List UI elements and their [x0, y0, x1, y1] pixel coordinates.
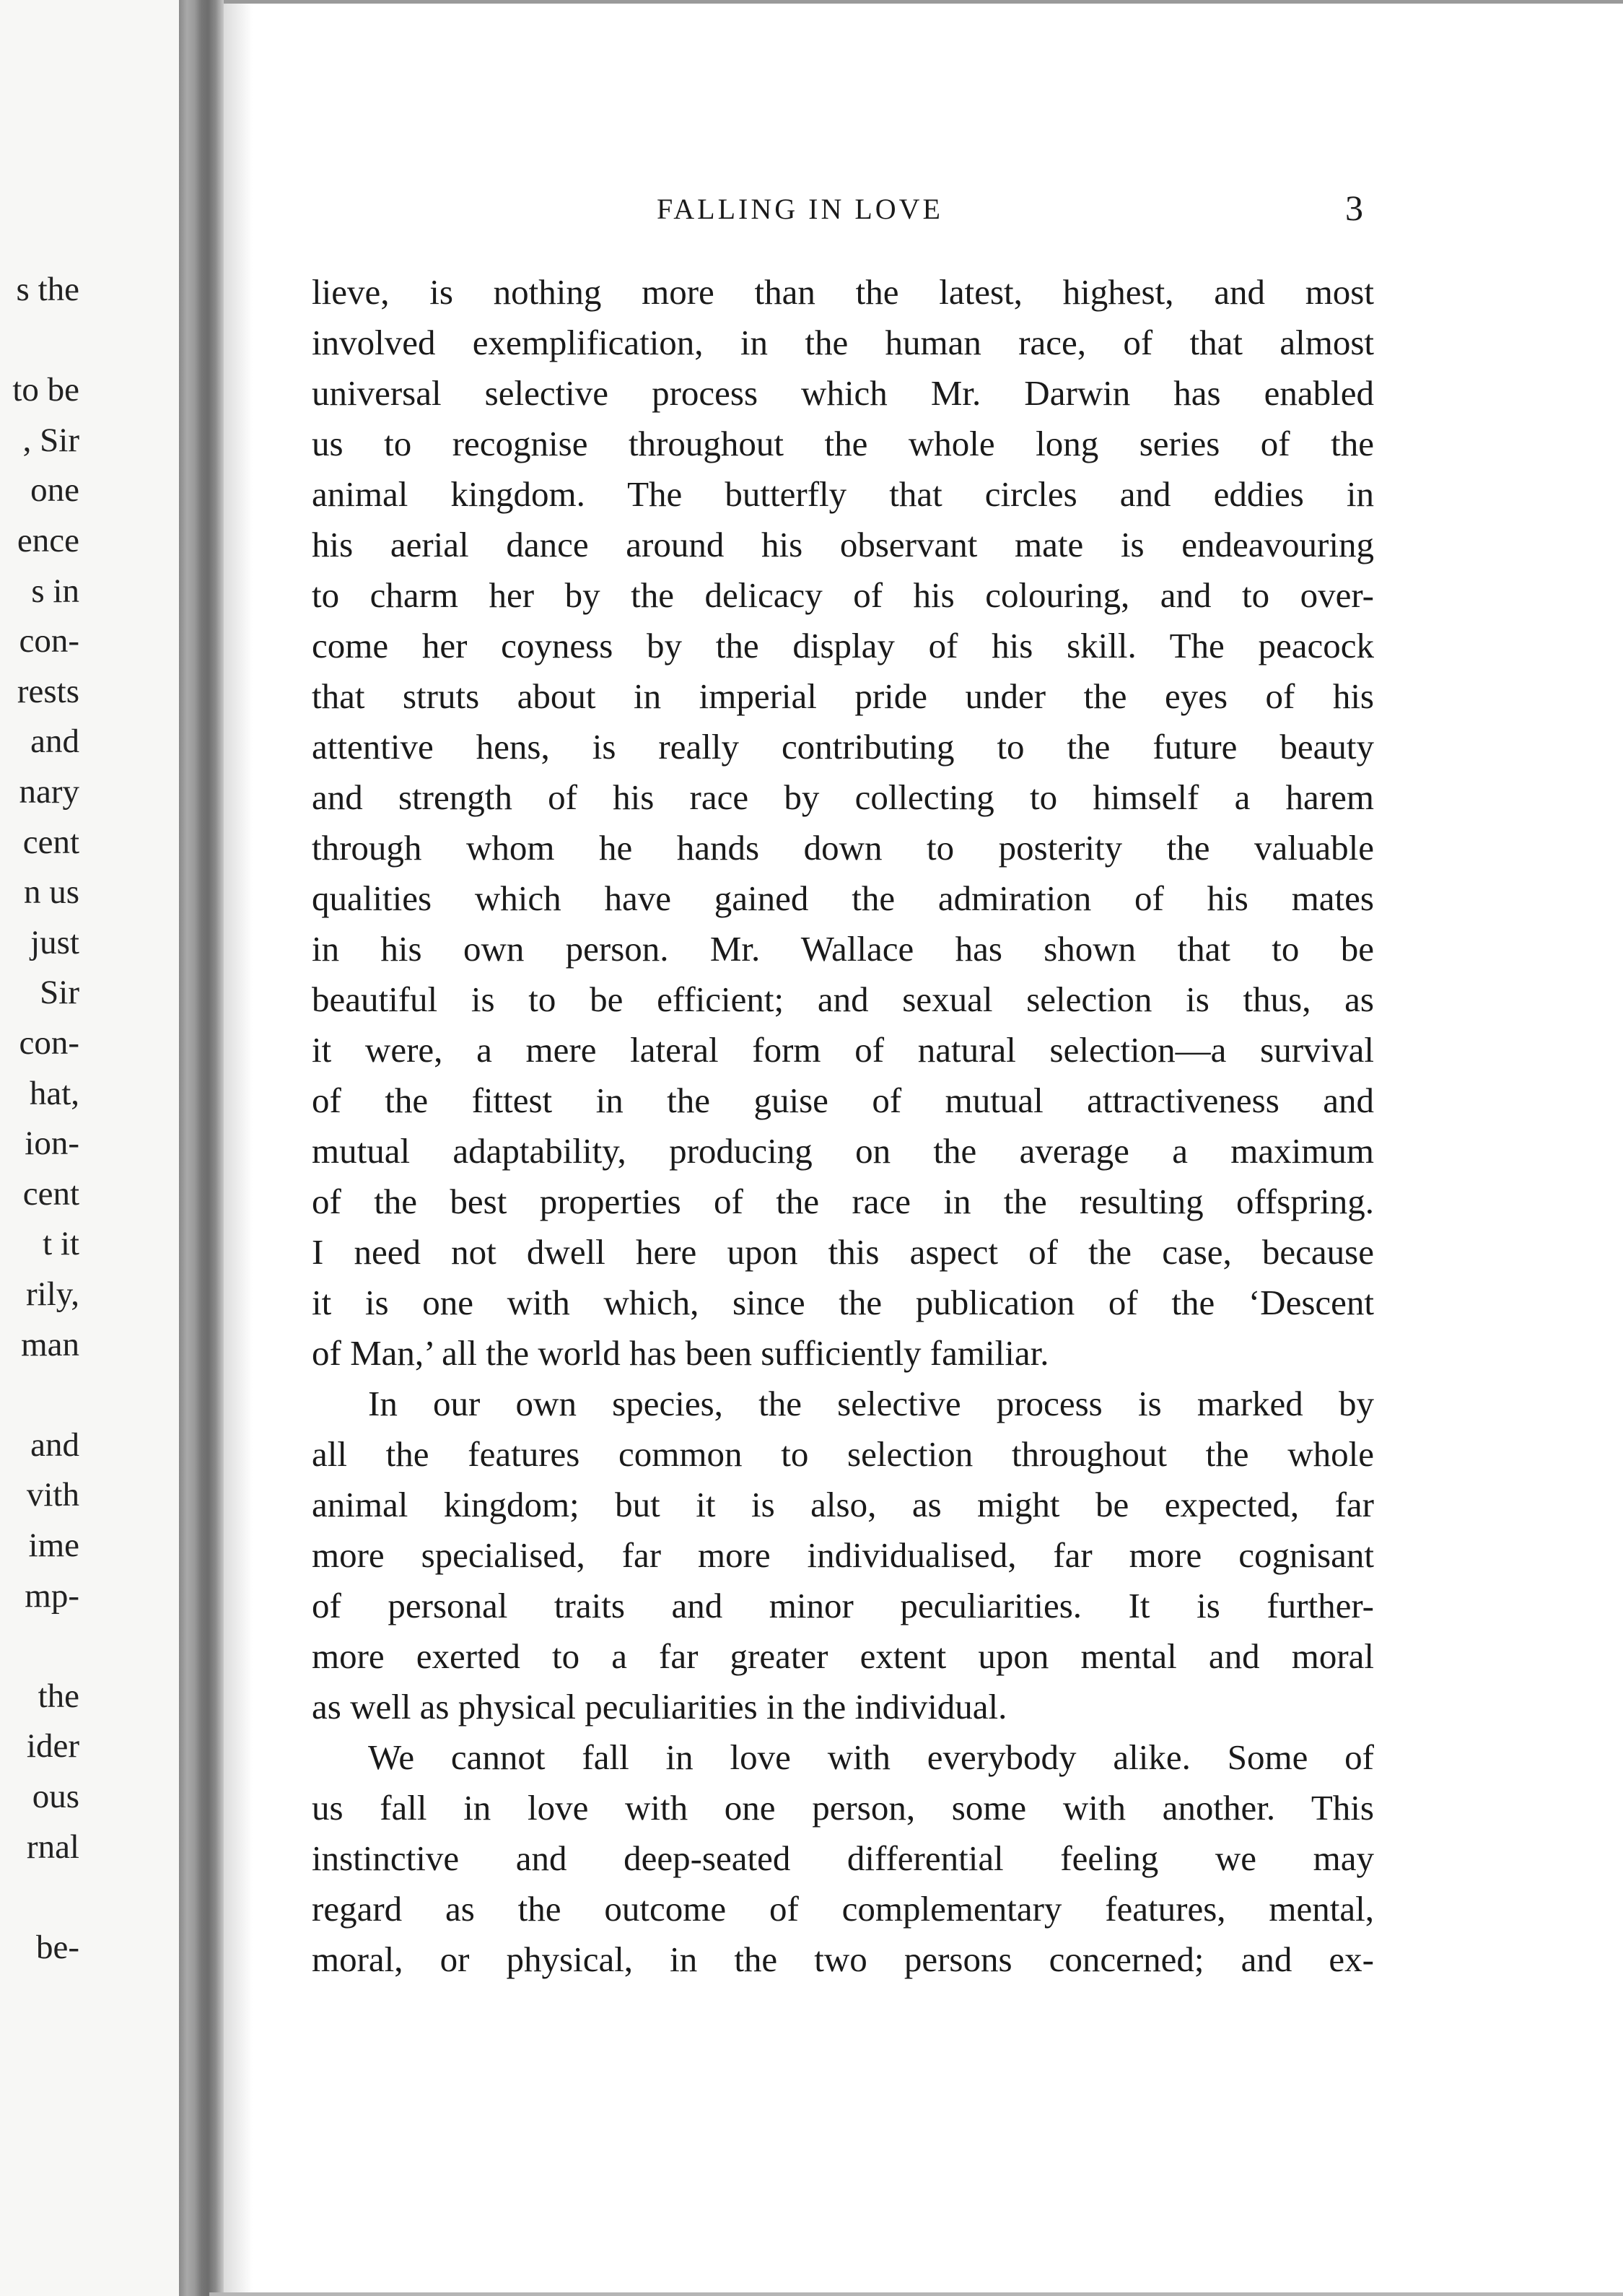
facing-page-fragment: con- [19, 1024, 79, 1062]
facing-page-fragment: nary [19, 773, 79, 811]
text-line: that struts about in imperial pride under the eyes of his [312, 676, 1374, 716]
text-line: to charm her by the delicacy of his colouring, and to over- [312, 575, 1374, 615]
text-line: mutual adaptability, producing on the average a maximum [312, 1131, 1374, 1171]
facing-page-fragment: man [21, 1325, 79, 1363]
facing-page-fragment: just [30, 923, 79, 961]
facing-page-fragment: the [38, 1677, 79, 1715]
text-line: all the features common to selection throughout the whole [312, 1434, 1374, 1474]
text-line: regard as the outcome of complementary features, mental, [312, 1889, 1374, 1929]
facing-page-fragment: and [30, 1426, 79, 1464]
body-text [312, 267, 1374, 1985]
paragraph [312, 267, 1374, 1379]
facing-page-fragment: , Sir [22, 421, 79, 459]
text-line: in his own person. Mr. Wallace has shown that to be [312, 929, 1374, 969]
paragraph [312, 1732, 1374, 1985]
facing-page-fragment: cent [22, 1174, 79, 1213]
text-line: of the fittest in the guise of mutual attractiveness and [312, 1081, 1374, 1120]
facing-page-fragment: hat, [29, 1074, 79, 1112]
text-line: of the best properties of the race in the resulting offspring. [312, 1182, 1374, 1221]
facing-page-fragment: ime [28, 1527, 79, 1564]
facing-page-edge [0, 0, 179, 2296]
facing-page-fragment: rnal [26, 1828, 79, 1866]
text-line: universal selective process which Mr. Darwin has enabled [312, 373, 1374, 413]
text-line: of Man,’ all the world has been sufficiently familiar. [312, 1333, 1049, 1373]
facing-page-fragment: and [30, 723, 79, 761]
text-line: of personal traits and minor peculiarities. It is further- [312, 1586, 1374, 1625]
facing-page-fragment: s the [16, 271, 79, 308]
text-line: us to recognise throughout the whole long series of the [312, 424, 1374, 463]
text-line: beautiful is to be efficient; and sexual selection is thus, as [312, 979, 1374, 1019]
text-line: We cannot fall in love with everybody alike. Some of [368, 1737, 1374, 1777]
gutter-shadow [224, 0, 253, 2296]
text-line: more specialised, far more individualised, far more cognisant [312, 1535, 1374, 1575]
facing-page-fragment: rests [17, 672, 79, 710]
text-line: In our own species, the selective process is marked by [368, 1384, 1374, 1423]
text-line: instinctive and deep-seated differential feeling we may [312, 1838, 1374, 1878]
facing-page-fragment: s in [31, 572, 79, 610]
facing-page-fragment: t it [43, 1225, 79, 1263]
facing-page-fragment: be- [35, 1928, 79, 1966]
facing-page-fragment: n us [23, 873, 79, 912]
page-number: 3 [1345, 188, 1363, 228]
running-title: FALLING IN LOVE [657, 193, 943, 225]
facing-page-fragment: rily, [26, 1275, 79, 1313]
text-line: it is one with which, since the publication of the ‘Descent [312, 1283, 1374, 1322]
book-gutter [179, 0, 224, 2296]
text-line: and strength of his race by collecting to himself a harem [312, 777, 1374, 817]
text-line: more exerted to a far greater extent upon mental and moral [312, 1636, 1374, 1676]
facing-page-fragment: cent [22, 823, 79, 861]
text-line: through whom he hands down to posterity the valuable [312, 828, 1374, 868]
text-line: moral, or physical, in the two persons concerned; and ex- [312, 1939, 1374, 1979]
text-line: us fall in love with one person, some with another. This [312, 1788, 1374, 1828]
text-line: I need not dwell here upon this aspect of the case, because [312, 1232, 1374, 1272]
facing-page-fragment: ous [32, 1778, 79, 1815]
text-line: attentive hens, is really contributing to the future beauty [312, 727, 1374, 767]
facing-page-fragment: vith [26, 1476, 79, 1514]
text-line: lieve, is nothing more than the latest, highest, and most [312, 272, 1374, 312]
text-line: come her coyness by the display of his skill. The peacock [312, 626, 1374, 665]
text-line: animal kingdom; but it is also, as might be expected, far [312, 1485, 1374, 1524]
facing-page-fragment: ion- [25, 1125, 79, 1163]
text-line: it were, a mere lateral form of natural selection—a survival [312, 1030, 1374, 1070]
book-page [253, 0, 1623, 2296]
paragraph [312, 1379, 1374, 1732]
facing-page-fragment: Sir [40, 974, 79, 1012]
facing-page-fragment: ence [17, 522, 79, 559]
facing-page-fragment: one [30, 471, 79, 510]
text-line: as well as physical peculiarities in the individual. [312, 1687, 1007, 1727]
text-line: animal kingdom. The butterfly that circles and eddies in [312, 474, 1374, 514]
text-line: involved exemplification, in the human race, of that almost [312, 323, 1374, 362]
facing-page-fragment: con- [19, 622, 79, 660]
facing-page-fragment: ider [26, 1727, 79, 1765]
facing-page-fragment: to be [12, 371, 79, 409]
facing-page-fragment: mp- [25, 1576, 79, 1615]
text-line: qualities which have gained the admiration of his mates [312, 878, 1374, 918]
text-line: his aerial dance around his observant mate is endeavouring [312, 525, 1374, 564]
